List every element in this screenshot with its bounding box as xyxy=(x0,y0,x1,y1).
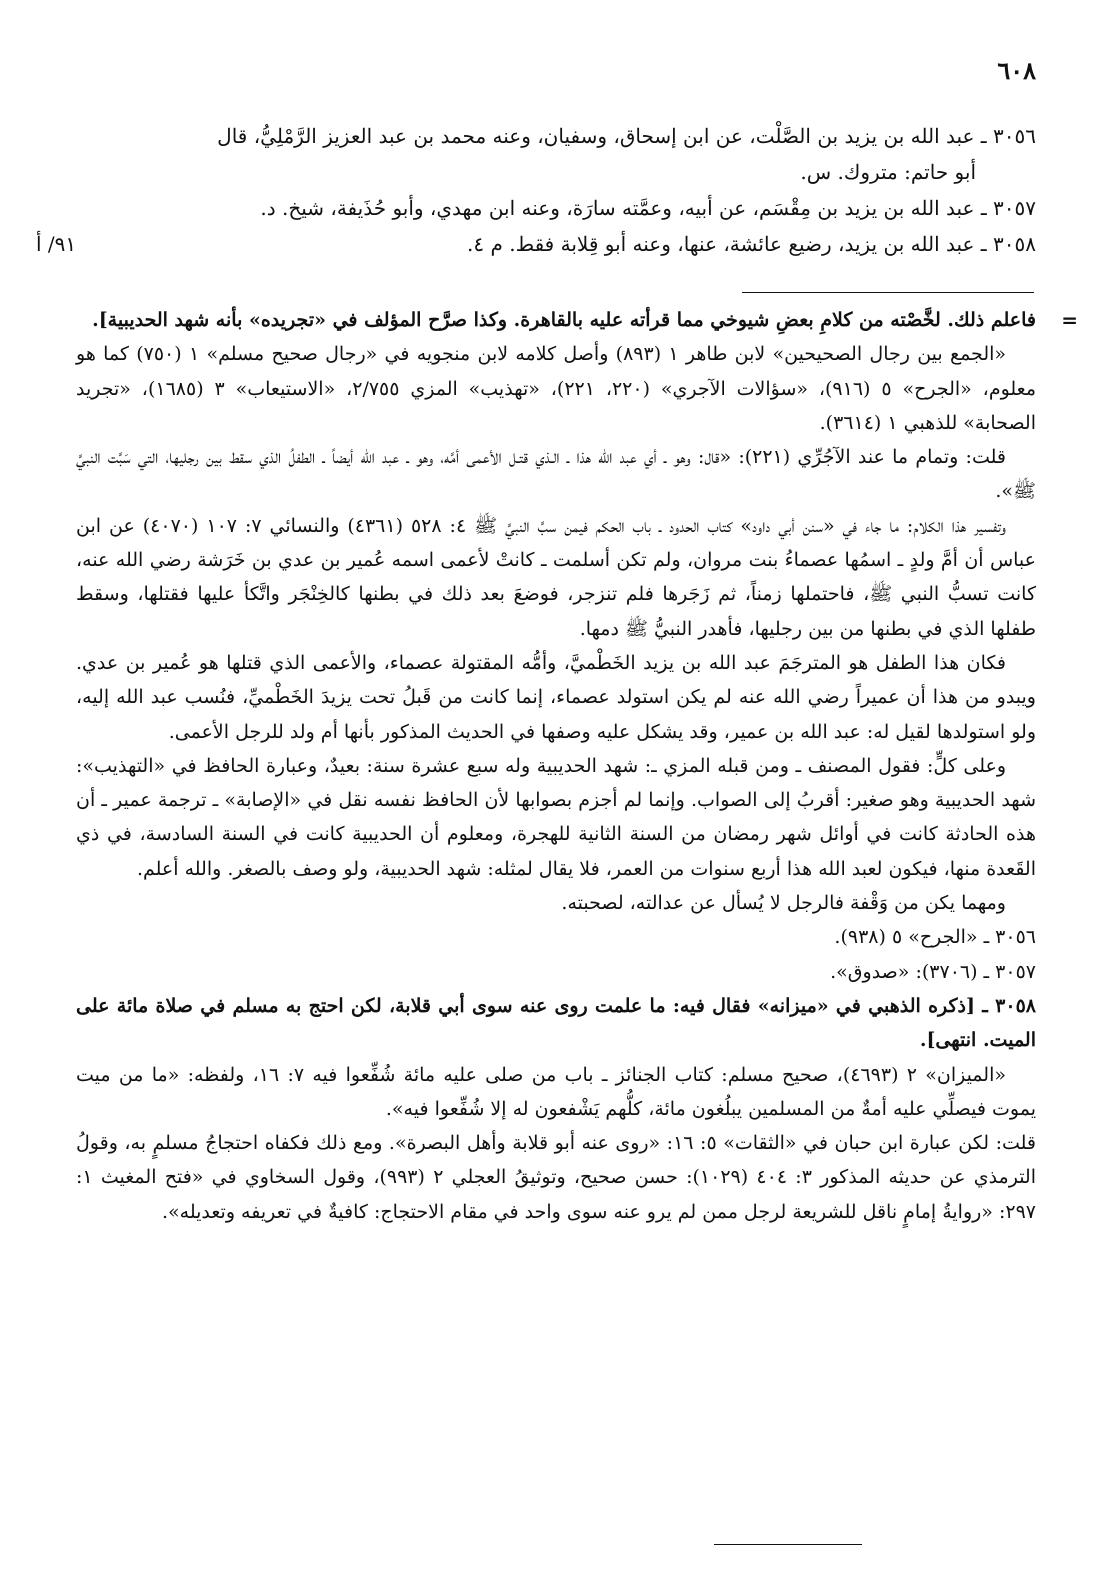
entry-3056 xyxy=(76,118,1036,190)
footnote-paragraph: قلت: لكن عبارة ابن حبان في «الثقات» ٥: ١٦: «روى عنه أبو قلابة وأهل البصرة». ومع ذلك فكفاه احتجاجُ مسلمٍ به، وقولُ الترمذي عن حديثه المذكور ٣: ٤٠٤ (١٠٢٩): حسن صحيح، وتوثيقُ العجلي ٢ (٩٩٣)، وقول السخاوي في «فتح المغيث ١: ٢٩٧: «روايةُ إمامٍ ناقل للشريعة لرجل ممن لم يرو عنه سوى واحد في مقام الاحتجاج: كافيةٌ في تعريفه وتعديله». xyxy=(76,1132,1037,1223)
footnotes-section xyxy=(76,303,1078,1229)
entry-3057 xyxy=(76,190,1036,226)
entry-text-continued: أبو حاتم: متروك. س. xyxy=(800,160,976,184)
end-divider xyxy=(714,1544,862,1545)
entry-text: ٣٠٥٧ ـ عبد الله بن يزيد بن مِقْسَم، عن أبيه، وعمَّته سارَة، وعنه ابن مهدي، وأبو حُذَيفة، شيخ. د. xyxy=(260,196,1036,220)
footnote-paragraph: قلت: وتمام ما عند الآجُرِّي (٢٢١): «قال: وهو ـ أي عبد الله هذا ـ الـذي قتـل الأعمى أمَّه، وهو ـ عبد الله أيضاً ـ الطفلُ الذي سقط بين رجليها، التي سَبَّت النبيَّ ﷺ». xyxy=(76,446,1036,503)
manuscript-folio-marker: ٩١/ أ xyxy=(36,232,77,256)
entry-text: ٣٠٥٨ ـ عبد الله بن يزيد، رضيع عائشة، عنها، وعنه أبو قِلابة فقط. م ٤. xyxy=(467,232,1036,256)
footnote-paragraph: ومهما يكن من وَقْفة فالرجل لا يُسأل عن عدالته، لصحبته. xyxy=(561,892,1006,915)
footnote-divider xyxy=(742,292,1034,293)
continuation-mark: = xyxy=(1061,308,1078,332)
entries-section xyxy=(36,118,1036,262)
footnote-paragraph: فاعلم ذلك. لخَّصْته من كلامِ بعضِ شيوخي مما قرأته عليه بالقاهرة. وكذا صرَّح المؤلف في «تجريده» بأنه شهد الحديبية]. = xyxy=(76,303,1036,337)
footnote-paragraph: ٣٠٥٧ ـ (٣٧٠٦): «صدوق». xyxy=(830,960,1036,983)
entry-text: ٣٠٥٦ ـ عبد الله بن يزيد بن الصَّلْت، عن ابن إسحاق، وسفيان، وعنه محمد بن عبد العزيز الرَّمْلِيُّ، قال xyxy=(217,124,1036,148)
footnote-paragraph: وتفسير هذا الكلام: ما جاء في «سنن أبي داود» كتاب الحدود ـ باب الحكم فيمن سبَّ النبيَّ ﷺ ٤: ٥٢٨ (٤٣٦١) والنسائي ٧: ١٠٧ (٤٠٧٠) عن ابن عباس أن أمَّ ولدٍ ـ اسمُها عصماءُ بنت مروان، ولم تكن أسلمت ـ كانتْ لأعمى اسمه عُمير بن عدي بن خَرَشة رضي الله عنه، كانت تسبُّ النبي ﷺ، فاحتملها زمناً، ثم زَجَرها فلم تنزجر، فوضعَ بعد ذلك في بطنها كالخِنْجَر واتَّكأ عليها فقتلها، وسقط طفلها الذي في بطنها من بين رجليها، فأهدر النبيُّ ﷺ دمها. xyxy=(76,514,1036,640)
footnote-paragraph: ٣٠٥٨ ـ [ذكره الذهبي في «ميزانه» فقال فيه: ما علمت روى عنه سوى أبي قلابة، لكن احتج به مسلم في صلاة مائة على الميت. انتهى]. xyxy=(76,994,1036,1052)
footnote-paragraph: ٣٠٥٦ ـ «الجرح» ٥ (٩٣٨). xyxy=(834,926,1036,949)
footnote-paragraph: «الميزان» ٢ (٤٦٩٣)، صحيح مسلم: كتاب الجنائز ـ باب من صلى عليه مائة شُفِّعوا فيه ٧: ١٦، ولفظه: «ما من ميت يموت فيصلِّي عليه أمةٌ من المسلمين يبلُغون مائة، كلُّهم يَشْفعون له إلا شُفِّعوا فيه». xyxy=(76,1063,1036,1120)
entry-3058 xyxy=(36,226,1036,262)
footnote-paragraph: فكان هذا الطفل هو المترجَمَ عبد الله بن يزيد الخَطْميَّ، وأمُّه المقتولة عصماء، والأعمى الذي قتلها هو عُمير بن عدي. ويبدو من هذا أن عميراً رضي الله عنه لم يكن استولد عصماء، إنما كانت من قَبلُ تحت يزيدَ الخَطْميِّ، فنُسب عبد الله إليه، ولو استولدها لقيل له: عبد الله بن عمير، وقد يشكل عليه وصفها في الحديث المذكور بأنها أم ولد للرجل الأعمى. xyxy=(76,651,1036,743)
page-number: ٦٠٨ xyxy=(997,56,1036,85)
footnote-paragraph: وعلى كلٍّ: فقول المصنف ـ ومن قبله المزي ـ: شهد الحديبية وله سبع عشرة سنة: بعيدٌ، وعبارة الحافظ في «التهذيب»: شهد الحديبية وهو صغير: أقربُ إلى الصواب. وإنما لم أجزم بصوابها لأن الحافظ نفسه نقل في «الإصابة» ـ ترجمة عمير ـ أن هذه الحادثة كانت في أوائل شهر رمضان من السنة الثانية للهجرة، ومعلوم أن الحديبية كانت في السنة السادسة، في ذي القَعدة منها، فيكون لعبد الله هذا أربع سنوات من العمر، فلا يقال لمثله: شهد الحديبية، ولو وصف بالصغر. والله أعلم. xyxy=(76,754,1036,880)
footnote-paragraph: «الجمع بين رجال الصحيحين» لابن طاهر ١ (٨٩٣) وأصل كلامه لابن منجويه في «رجال صحيح مسلم» ١ (٧٥٠) كما هو معلوم، «الجرح» ٥ (٩١٦)، «سؤالات الآجري» (٢٢٠، ٢٢١)، «تهذيب» المزي ٢/٧٥٥، «الاستيعاب» ٣ (١٦٨٥)، «تجريد الصحابة» للذهبي ١ (٣٦١٤). xyxy=(76,343,1037,434)
